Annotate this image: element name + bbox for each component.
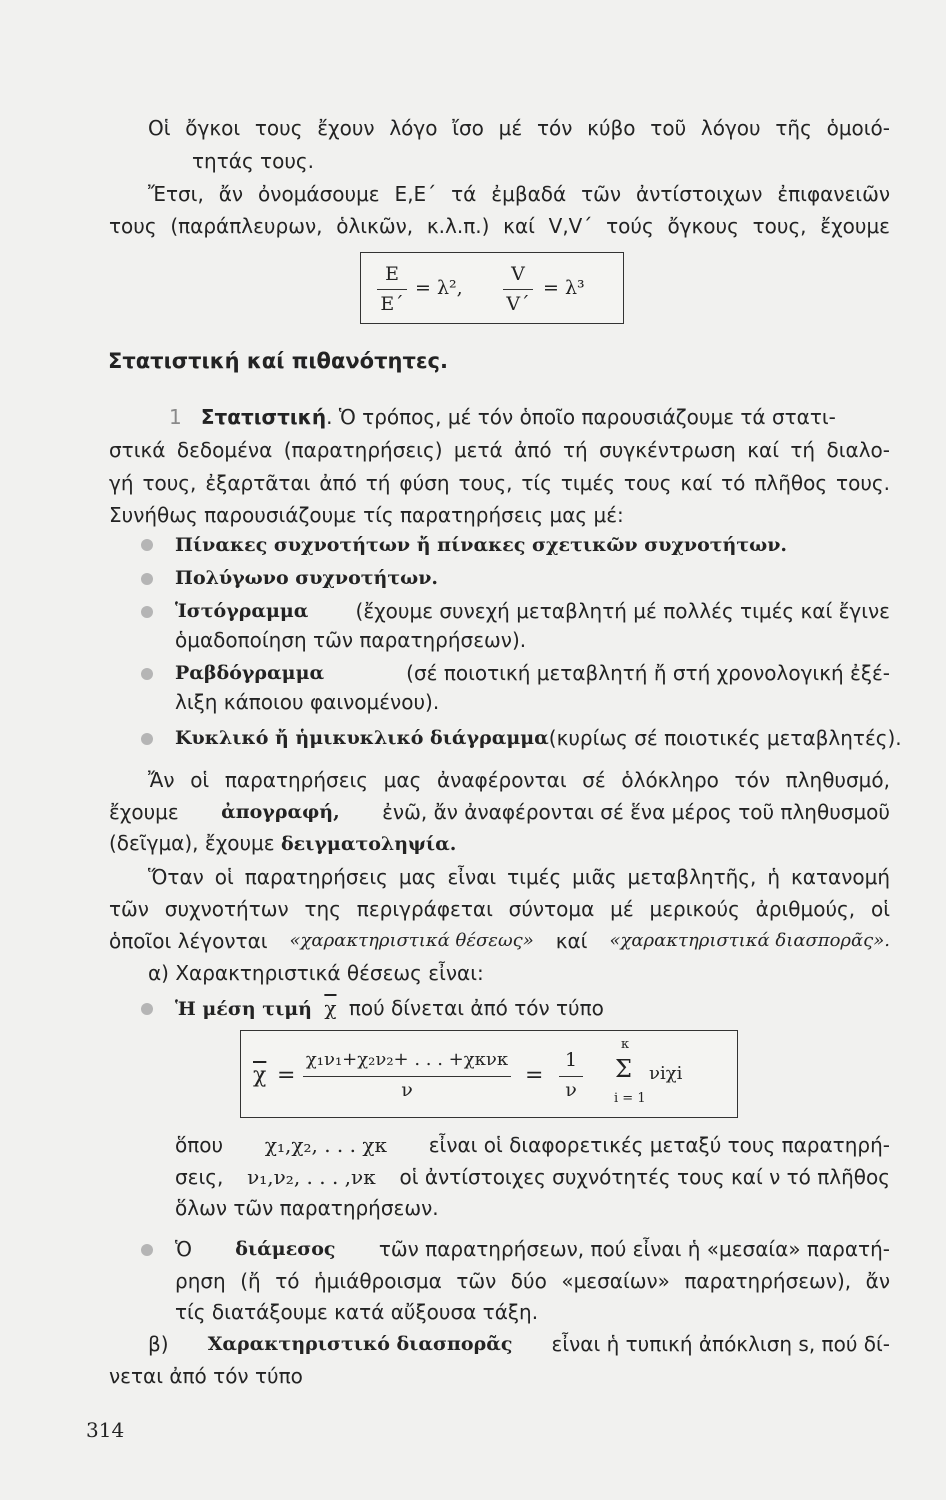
observations-symbols: χ₁,χ₂, . . . χκ (264, 1133, 387, 1157)
intro-line-1: Οἱ ὄγκοι τους ἔχουν λόγο ἴσο μέ τόν κύβο τοῦ λόγου τῆς ὁμοιό- (148, 116, 890, 140)
nu-denominator: ν (565, 1079, 577, 1101)
mean-numerator: χ₁ν₁+χ₂ν₂+ . . . +χκνκ (305, 1049, 509, 1070)
where-line-3: ὅλων τῶν παρατηρήσεων. (175, 1196, 439, 1220)
histogram-text: (ἔχουμε συνεχή μεταβλητή μέ πολλές τιμές καί ἔγινε (355, 599, 890, 623)
sampling-term: δειγματοληψία. (280, 833, 457, 855)
bullet-dot (141, 606, 153, 618)
dispersion-characteristics: «χαρακτηριστικά διασπορᾶς». (609, 930, 890, 951)
bullet-dot (141, 539, 153, 551)
bullet-dot (141, 668, 153, 680)
intro-line-3: Ἔτσι, ἄν ὀνομάσουμε Ε,Ε΄ τά ἐμβαδά τῶν ἀντίστοιχων ἐπιφανειῶν (148, 182, 890, 206)
where-text: σεις, (175, 1165, 224, 1189)
frequency-symbols: ν₁,ν₂, . . . ,νκ (247, 1165, 376, 1189)
census-line-3 (109, 830, 456, 857)
where-text: οἱ ἀντίστοιχες συχνότητές τους καί ν τό πλῆθος (399, 1165, 890, 1189)
pie-chart-text: (κυρίως σέ ποιοτικές μεταβλητές). (548, 726, 902, 750)
mean-term: Ἡ μέση τιμή (175, 998, 312, 1020)
position-characteristics: «χαρακτηριστικά θέσεως» (289, 930, 534, 951)
census-line-2 (109, 799, 890, 825)
section-title: Στατιστική καί πιθανότητες. (108, 349, 448, 373)
one-numerator: 1 (564, 1049, 578, 1071)
volume-denominator: V΄ (506, 293, 530, 315)
where-text: ὅπου (175, 1133, 224, 1157)
intro-line-4: τους (παράπλευρων, ὁλικῶν, κ.λ.π.) καί V,V΄ τούς ὄγκους τους, ἔχουμε (109, 214, 890, 238)
sum-upper-limit: κ (621, 1037, 630, 1052)
bullet-frequency-tables: Πίνακες συχνοτήτων ἤ πίνακες σχετικῶν συχνοτήτων. (175, 534, 788, 556)
median-line-2: ρηση (ἤ τό ἡμιάθροισμα τῶν δύο «μεσαίων» παρατηρήσεων), ἄν (175, 1269, 890, 1293)
bar-chart-term: Ραβδόγραμμα (175, 662, 325, 684)
where-line-1 (175, 1132, 890, 1158)
mean-symbol: $\overline{\chi}$ (324, 996, 337, 1020)
bullet-bar-chart (175, 660, 890, 686)
census-term: ἀπογραφή, (221, 801, 340, 823)
beta-label: β) (148, 1332, 169, 1356)
stat-line-1 (169, 404, 890, 430)
census-text: ἔχουμε (109, 800, 179, 824)
census-text: ἐνῶ, ἄν ἀναφέρονται σέ ἕνα μέρος τοῦ πληθυσμοῦ (382, 800, 890, 824)
fraction-bar (377, 289, 407, 290)
stat-title: Στατιστική (200, 405, 327, 429)
beta-line-1 (148, 1331, 890, 1357)
dispersion-term: Χαρακτηριστικό διασπορᾶς (207, 1333, 513, 1355)
volume-ratio-result: = λ³ (543, 277, 585, 299)
median-text: Ὁ (175, 1237, 192, 1261)
intro-line-2: τητάς τους. (192, 149, 314, 173)
sum-term: νiχi (649, 1063, 683, 1084)
equals-sign: = (525, 1063, 544, 1088)
median-text: τῶν παρατηρήσεων, πού εἶναι ἡ «μεσαία» παρατή- (378, 1237, 890, 1261)
where-text: εἶναι οἱ διαφορετικές μεταξύ τους παρατηρή- (428, 1133, 890, 1157)
area-ratio-result: = λ², (415, 277, 463, 299)
equals-sign: = (277, 1063, 296, 1088)
mean-line (175, 995, 604, 1022)
bullet-pie-chart (175, 725, 902, 751)
median-term: διάμεσος (235, 1238, 336, 1260)
stat-line-4: Συνήθως παρουσιάζουμε τίς παρατηρήσεις μας μέ: (109, 503, 624, 527)
beta-line-2: νεται ἀπό τόν τύπο (109, 1364, 303, 1388)
histogram-line-2: ὁμαδοποίηση τῶν παρατηρήσεων). (175, 628, 527, 652)
median-line-1 (175, 1236, 890, 1262)
beta-text: εἶναι ἡ τυπική ἀπόκλιση s, πού δί- (551, 1332, 890, 1356)
bar-chart-line-2: λιξη κάποιου φαινομένου). (175, 690, 440, 714)
area-denominator: E΄ (380, 293, 404, 315)
bullet-histogram (175, 598, 890, 624)
bullet-dot (141, 1003, 153, 1015)
fraction-bar (559, 1076, 583, 1077)
bullet-dot (141, 573, 153, 585)
distribution-text: ὁποῖοι λέγονται (109, 929, 268, 953)
alpha-label: α) Χαρακτηριστικά θέσεως εἶναι: (148, 961, 484, 985)
stat-line-2: στικά δεδομένα (παρατηρήσεις) μετά ἀπό τή συγκέντρωση καί τή διαλο- (109, 438, 890, 462)
bar-chart-text: (σέ ποιοτική μεταβλητή ἤ στή χρονολογική ἐξέ- (406, 661, 890, 685)
median-line-3: τίς διατάξουμε κατά αὔξουσα τάξη. (175, 1300, 539, 1324)
formula-box-ratios (360, 252, 624, 324)
fraction-bar (503, 289, 533, 290)
distribution-line-1: Ὅταν οἱ παρατηρήσεις μας εἶναι τιμές μιᾶς μεταβλητῆς, ἡ κατανομή (148, 865, 890, 889)
summation-sign: Σ (615, 1055, 632, 1083)
bullet-dot (141, 1244, 153, 1256)
paragraph-number: 1 (169, 405, 182, 429)
volume-numerator: V (511, 263, 525, 285)
page-number: 314 (86, 1418, 125, 1442)
sample-text: (δεῖγμα), ἔχουμε (109, 831, 275, 855)
distribution-text: καί (555, 929, 588, 953)
bullet-frequency-polygon: Πολύγωνο συχνοτήτων. (175, 567, 439, 589)
area-numerator: E (385, 263, 399, 285)
bullet-dot (141, 733, 153, 745)
distribution-line-3 (109, 928, 890, 954)
fraction-bar (303, 1076, 511, 1077)
distribution-line-2: τῶν συχνοτήτων της περιγράφεται σύντομα μέ μερικούς ἀριθμούς, οἱ (109, 897, 890, 921)
formula-box-mean (240, 1030, 738, 1118)
sum-lower-limit: i = 1 (614, 1091, 646, 1106)
mean-lhs: $\overline{\chi}$ (253, 1063, 267, 1088)
mean-denominator: ν (401, 1079, 413, 1101)
histogram-term: Ἱστόγραμμα (175, 600, 309, 622)
pie-chart-term: Κυκλικό ἤ ἡμικυκλικό διάγραμμα (175, 727, 549, 749)
census-line-1: Ἄν οἱ παρατηρήσεις μας ἀναφέρονται σέ ὁλόκληρο τόν πληθυσμό, (148, 768, 890, 792)
where-line-2 (175, 1164, 890, 1190)
mean-text: πού δίνεται ἀπό τόν τύπο (348, 996, 604, 1020)
stat-line-3: γή τους, ἐξαρτᾶται ἀπό τή φύση τους, τίς τιμές τους καί τό πλῆθος τους. (109, 471, 890, 495)
stat-text: . Ὁ τρόπος, μέ τόν ὁποῖο παρουσιάζουμε τά στατι- (326, 405, 836, 429)
